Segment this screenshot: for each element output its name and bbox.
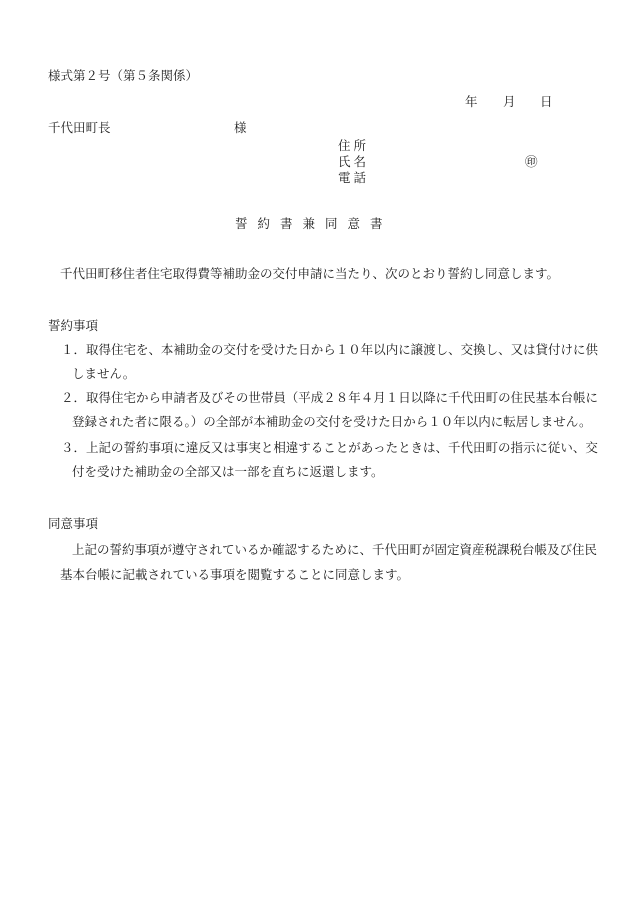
consent-line1: 上記の誓約事項が遵守されているか確認するために、千代田町が固定資産税課税台帳及び住民 (72, 542, 598, 557)
consent-heading: 同意事項 (48, 516, 99, 531)
addressee-suffix: 様 (234, 120, 247, 135)
pledge-item-line2: 登録された者に限る。）の全部が本補助金の交付を受けた日から１０年以内に転居しません。 (72, 414, 592, 429)
seal-mark: ㊞ (525, 154, 538, 169)
field-name-label: 氏名 (338, 154, 370, 169)
date-month-label: 月 (503, 94, 516, 109)
pledge-item-line2: 付を受けた補助金の全部又は一部を直ちに返還します。 (72, 464, 384, 479)
document-title: 誓約書兼同意書 (235, 216, 393, 231)
pledge-item-number: １． (61, 342, 87, 357)
form-number: 様式第２号（第５条関係） (48, 68, 199, 83)
consent-line2: 基本台帳に記載されている事項を閲覧することに同意します。 (60, 567, 410, 582)
date-year-label: 年 (465, 94, 478, 109)
field-phone-label: 電話 (338, 170, 370, 185)
field-address-label: 住所 (338, 138, 370, 153)
pledge-item-line1: 取得住宅を、本補助金の交付を受けた日から１０年以内に譲渡し、交換し、又は貸付けに供 (86, 342, 599, 357)
pledge-item-line1: 上記の誓約事項に違反又は事実と相違することがあったときは、千代田町の指示に従い、交 (86, 440, 598, 455)
date-day-label: 日 (540, 94, 553, 109)
pledge-item-line1: 取得住宅から申請者及びその世帯員（平成２８年４月１日以降に千代田町の住民基本台帳に (86, 390, 599, 405)
addressee: 千代田町長 (48, 120, 111, 135)
pledge-item-line2: しません。 (72, 366, 136, 381)
pledge-heading: 誓約事項 (48, 318, 99, 333)
pledge-item-number: ２． (61, 390, 87, 405)
intro-paragraph: 千代田町移住者住宅取得費等補助金の交付申請に当たり、次のとおり誓約し同意します。 (60, 266, 560, 281)
pledge-item-number: ３． (61, 440, 87, 455)
